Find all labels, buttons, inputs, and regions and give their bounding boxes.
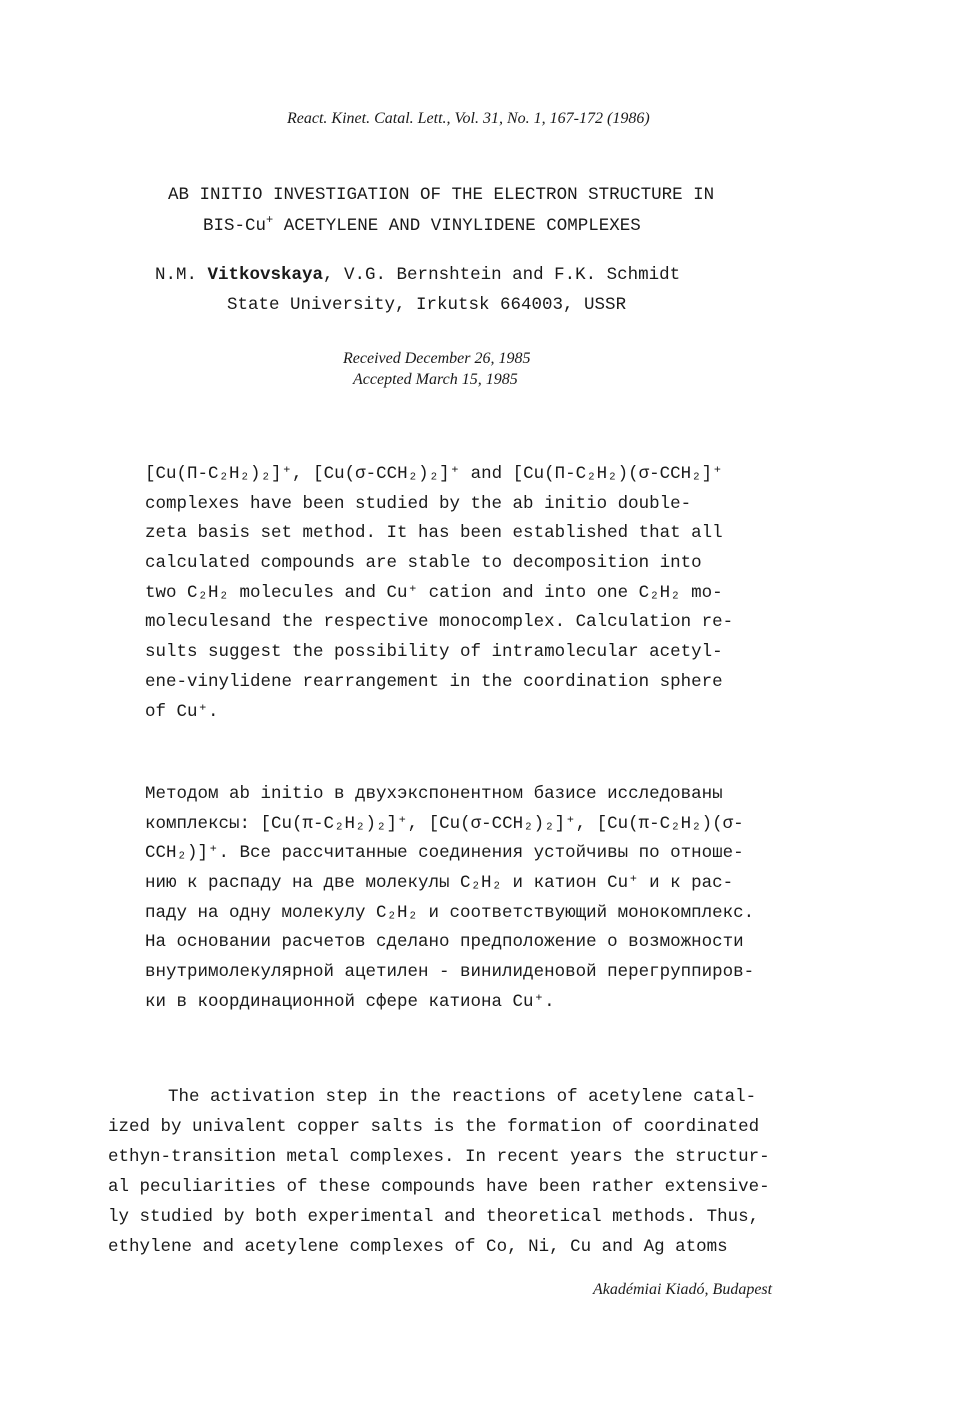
author-name-bold: Vitkovskaya: [207, 265, 324, 285]
accepted-date: Accepted March 15, 1985: [353, 371, 518, 388]
journal-citation: React. Kinet. Catal. Lett., Vol. 31, No. 1, 167-172 (1986): [287, 110, 650, 127]
author-affiliation: State University, Irkutsk 664003, USSR: [227, 295, 627, 315]
abstract-line: zeta basis set method. It has been established that all: [145, 523, 723, 544]
title-line-2-end: ACETYLENE AND VINYLIDENE COMPLEXES: [273, 216, 641, 236]
abstract-ru-line: Методом ab initio в двухэкспонентном базисе исследованы: [145, 784, 723, 804]
received-accepted-dates: [343, 348, 530, 390]
abstract-ru-line: внутримолекулярной ацетилен - винилиденовой перегруппиров-: [145, 962, 755, 983]
body-line: ized by univalent copper salts is the formation of coordinated: [108, 1117, 760, 1137]
publisher-footer: Akadémiai Kiadó, Budapest: [593, 1281, 773, 1298]
abstract-line: of Cu⁺.: [145, 701, 219, 722]
abstract-ru-line: нию к распаду на две молекулы C₂H₂ и катион Cu⁺ и к рас-: [145, 873, 734, 894]
body-line: The activation step in the reactions of acetylene catal-: [168, 1087, 757, 1107]
abstract-formula-line: [Cu(Π-C₂H₂)₂]⁺, [Cu(σ-CCH₂)₂]⁺ and [Cu(Π-C₂H₂)(σ-CCH₂]⁺: [145, 464, 723, 484]
body-text: [108, 1082, 770, 1262]
body-line: ethyn-transition metal complexes. In recent years the structur-: [108, 1147, 770, 1167]
author-initial: N.M.: [155, 265, 208, 285]
title-line-2: [168, 211, 714, 242]
body-line: ethylene and acetylene complexes of Co, Ni, Cu and Ag atoms: [108, 1237, 728, 1257]
abstract-ru-line: CCH₂)]⁺. Все рассчитанные соединения устойчивы по отноше-: [145, 843, 744, 864]
paper-title: [168, 180, 714, 242]
title-line-1: AB INITIO INVESTIGATION OF THE ELECTRON STRUCTURE IN: [168, 185, 715, 205]
abstract-line: sults suggest the possibility of intramolecular acetyl-: [145, 642, 723, 663]
abstract-ru-line: ки в координационной сфере катиона Cu⁺.: [145, 991, 555, 1012]
abstract-line: moleculesand the respective monocomplex. Calculation re-: [145, 612, 734, 633]
body-line: ly studied by both experimental and theoretical methods. Thus,: [108, 1207, 760, 1227]
abstract-ru-line: паду на одну молекулу C₂H₂ и соответствующий монокомплекс.: [145, 902, 755, 923]
title-superscript: +: [266, 213, 274, 228]
abstract-ru-line: На основании расчетов сделано предположение о возможности: [145, 932, 744, 953]
title-line-2-start: BIS-Cu: [203, 216, 267, 236]
abstract-line: two C₂H₂ molecules and Cu⁺ cation and into one C₂H₂ mo-: [145, 582, 723, 603]
abstract-ru-line: комплексы: [Cu(π-C₂H₂)₂]⁺, [Cu(σ-CCH₂)₂]⁺, [Cu(π-C₂H₂)(σ-: [145, 813, 744, 834]
received-date: Received December 26, 1985: [343, 350, 531, 367]
author-block: [155, 260, 680, 320]
abstract-english: [145, 460, 733, 727]
abstract-line: calculated compounds are stable to decomposition into: [145, 553, 702, 574]
author-names-rest: , V.G. Bernshtein and F.K. Schmidt: [323, 265, 681, 285]
abstract-line: ene-vinylidene rearrangement in the coordination sphere: [145, 671, 723, 692]
abstract-line: complexes have been studied by the ab initio double-: [145, 493, 692, 514]
body-line: al peculiarities of these compounds have been rather extensive-: [108, 1177, 770, 1197]
author-names: [155, 265, 680, 285]
abstract-russian: [145, 780, 754, 1018]
